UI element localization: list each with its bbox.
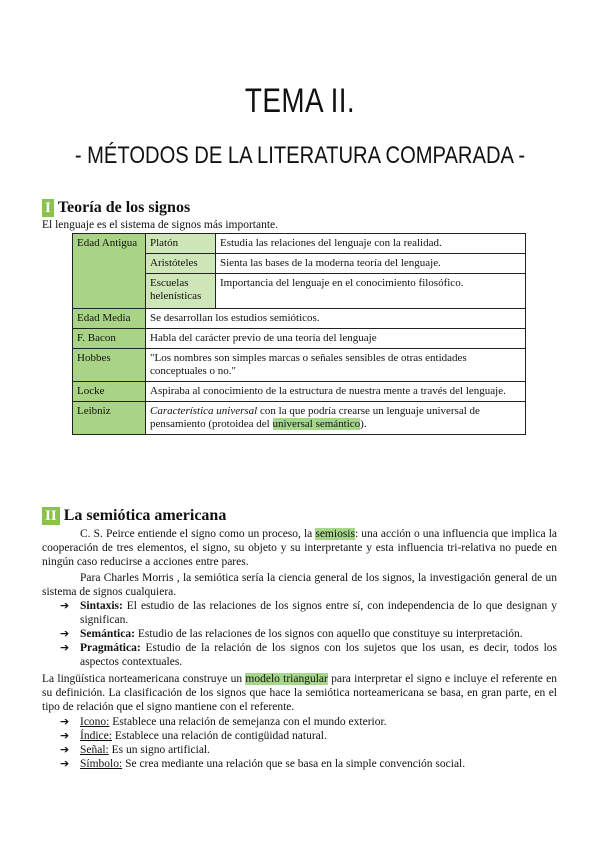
description-cell: Aspiraba al conocimiento de la estructura de nuestra mente a través del lenguaje. — [146, 382, 526, 402]
paragraph-peirce — [42, 527, 557, 569]
text: C. S. Peirce entiende el signo como un proceso, la — [80, 528, 316, 540]
era-cell: Leibniz — [73, 402, 146, 435]
list-term: Símbolo: — [80, 758, 123, 770]
section-number-2: II — [42, 507, 60, 525]
table-row — [73, 329, 526, 349]
arrow-icon: ➔ — [60, 757, 70, 770]
table-row — [73, 309, 526, 329]
description-cell: Se desarrollan los estudios semióticos. — [146, 309, 526, 329]
list-text: El estudio de las relaciones de los signos entre sí, con independencia de lo que designan y significan. — [80, 600, 557, 626]
table-row — [73, 402, 526, 435]
list-term: Índice: — [80, 730, 112, 742]
list-text: Se crea mediante una relación que se basa en la simple convención social. — [122, 758, 466, 770]
description-cell: Estudia las relaciones del lenguaje con la realidad. — [216, 234, 526, 254]
section-intro: El lenguaje es el sistema de signos más importante. — [42, 219, 279, 231]
arrow-icon: ➔ — [60, 743, 70, 756]
list-term: Semántica: — [80, 628, 135, 640]
table-row — [73, 234, 526, 254]
list-item — [60, 743, 557, 757]
page-title: TEMA II. — [244, 82, 356, 120]
section-title-1: Teoría de los signos — [57, 199, 191, 216]
arrow-icon: ➔ — [60, 641, 70, 654]
description-cell: Sienta las bases de la moderna teoría del lenguaje. — [216, 254, 526, 274]
list-text: Establece una relación de contigüidad natural. — [111, 730, 327, 742]
leibniz-text: con la que podría crearse un lenguaje universal de pensamiento (protoidea del — [150, 405, 480, 430]
page-subtitle: - MÉTODOS DE LA LITERATURA COMPARADA - — [74, 142, 526, 169]
list-item — [60, 641, 557, 669]
text: para interpretar el signo e incluye el referente en su definición. La clasificación de los signos que hace la semiótica norteamericana se basa, en gran parte, en el tipo de relación que el signo mantiene con el referente. — [42, 673, 557, 713]
era-cell: Locke — [73, 382, 146, 402]
paragraph-morris: Para Charles Morris , la semiótica sería la ciencia general de los signos, la investigación general de un sistema de signos cualquiera. — [42, 572, 557, 598]
highlighted-term: semiosis — [315, 528, 355, 540]
arrow-icon: ➔ — [60, 599, 70, 612]
era-cell: Edad Antigua — [73, 234, 146, 309]
section-heading-1 — [42, 199, 190, 217]
table-row — [73, 382, 526, 402]
list-text: Es un signo artificial. — [108, 744, 210, 756]
text: La lingüística norteamericana construye un — [42, 673, 246, 685]
era-cell: Edad Media — [73, 309, 146, 329]
author-cell: Platón — [146, 234, 216, 254]
list-item — [60, 729, 557, 743]
author-cell: Escuelas helenísticas — [146, 274, 216, 309]
author-cell: Aristóteles — [146, 254, 216, 274]
arrow-icon: ➔ — [60, 715, 70, 728]
sign-types-list — [60, 715, 557, 771]
morris-list — [60, 599, 557, 669]
list-item — [60, 627, 557, 641]
list-text: Estudio de la relación de los signos con los sujetos que los usan, es decir, todos los aspectos contextuales. — [80, 642, 557, 668]
section-number-1: I — [42, 199, 54, 217]
list-text: Estudio de las relaciones de los signos con aquello que constituye su interpretación. — [134, 628, 523, 640]
highlighted-term: universal semántico — [272, 418, 361, 430]
highlighted-term: modelo triangular — [245, 673, 328, 685]
list-item — [60, 757, 557, 771]
text: : una acción o una influencia que implica la cooperación de tres elementos, el signo, su objeto y su interpretante y esta influencia tri-relativa no puede en ningún caso reducirse a acciones entre pares. — [42, 528, 557, 568]
description-cell — [146, 402, 526, 435]
paragraph-linguistics — [42, 672, 557, 714]
list-term: Sintaxis: — [80, 600, 123, 612]
arrow-icon: ➔ — [60, 729, 70, 742]
list-term: Pragmática: — [80, 642, 141, 654]
italic-term: Característica universal — [150, 405, 258, 417]
section-heading-2 — [42, 507, 226, 525]
list-item — [60, 715, 557, 729]
table-row — [73, 349, 526, 382]
description-cell: "Los nombres son simples marcas o señales sensibles de otras entidades conceptuales o no." — [146, 349, 526, 382]
section-title-2: La semiótica americana — [63, 507, 227, 524]
leibniz-text-end: ). — [360, 418, 367, 430]
list-item — [60, 599, 557, 627]
description-cell: Habla del carácter previo de una teoría del lenguaje — [146, 329, 526, 349]
list-term: Icono: — [80, 716, 110, 728]
signs-history-table — [72, 233, 526, 435]
list-term: Señal: — [80, 744, 109, 756]
description-cell: Importancia del lenguaje en el conocimiento filosófico. — [216, 274, 526, 309]
era-cell: Hobbes — [73, 349, 146, 382]
list-text: Establece una relación de semejanza con el mundo exterior. — [109, 716, 387, 728]
arrow-icon: ➔ — [60, 627, 70, 640]
era-cell: F. Bacon — [73, 329, 146, 349]
